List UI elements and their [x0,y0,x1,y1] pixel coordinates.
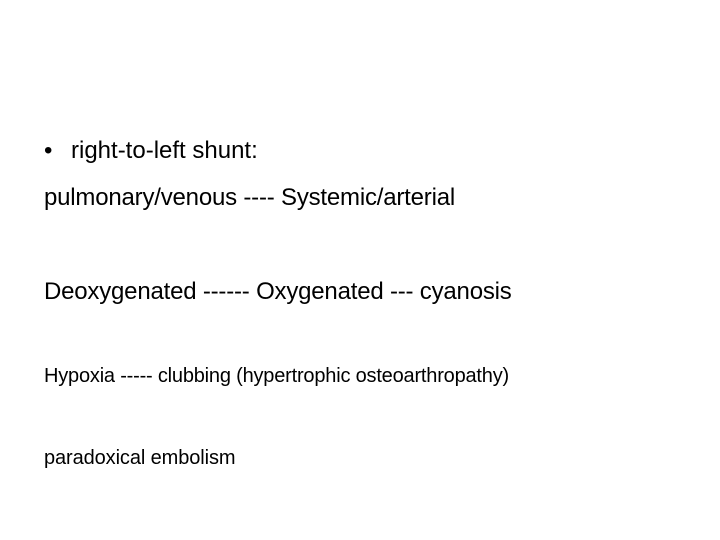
flow-line: pulmonary/venous ---- Systemic/arterial [44,184,455,211]
hypoxia-line: Hypoxia ----- clubbing (hypertrophic osteoarthropathy) [44,365,509,387]
oxygenation-line: Deoxygenated ------ Oxygenated --- cyanosis [44,278,512,305]
heading-text: right-to-left shunt: [71,137,258,164]
bullet-dot-icon: • [44,137,53,164]
embolism-line: paradoxical embolism [44,447,236,469]
bullet-heading [44,139,258,163]
